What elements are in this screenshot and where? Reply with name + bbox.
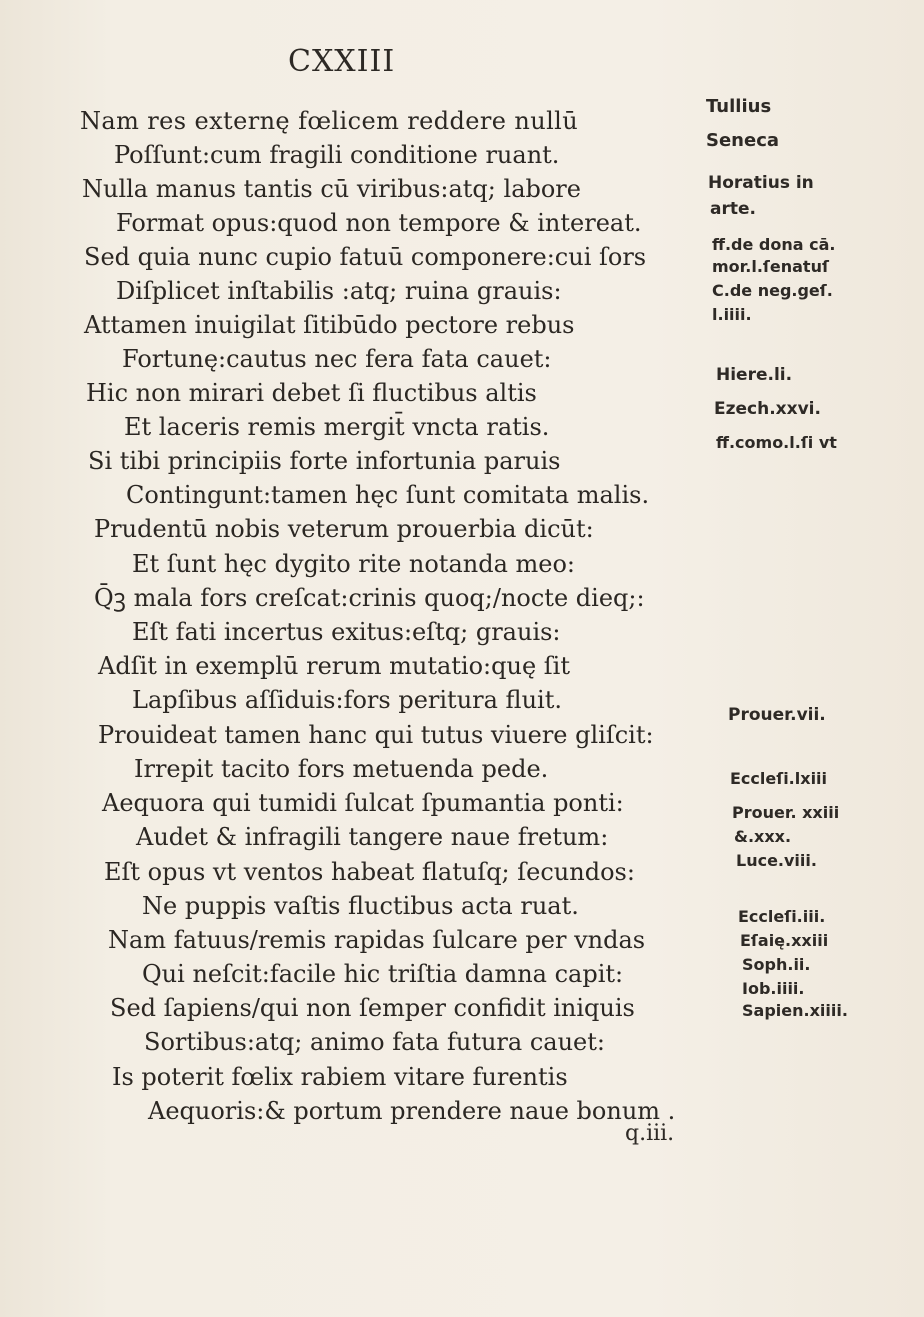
margin-note: mor.l.ſenatuſ [712, 257, 829, 276]
verse-line: Poſſunt:cum fragili conditione ruant. [114, 141, 560, 169]
verse-line: Q̄ꝫ mala fors creſcat:crinis quoq;/nocte dieq;: [94, 584, 645, 612]
margin-note: Eccleſi.lxiii [730, 769, 828, 788]
margin-note: Eſaię.xxiii [740, 931, 829, 950]
verse-line: Fortunę:cautus nec fera fata cauet: [122, 345, 552, 373]
verse-line: Prouideat tamen hanc qui tutus viuere gliſcit: [98, 721, 654, 749]
verse-line: Qui neſcit:facile hic triſtia damna capit: [142, 960, 624, 988]
folio-number: CXXIII [288, 44, 396, 79]
margin-note: &.xxx. [734, 827, 792, 846]
margin-note: Eccleſi.iii. [738, 907, 826, 926]
margin-note: l.iiii. [712, 305, 752, 324]
verse-line: Et laceris remis mergit̄ vncta ratis. [124, 413, 550, 441]
verse-line: Et ſunt hęc dygito rite notanda meo: [132, 550, 576, 578]
verse-line: Irrepit tacito fors metuenda pede. [134, 755, 549, 783]
verse-line: Contingunt:tamen hęc ſunt comitata malis. [126, 481, 650, 509]
verse-line: Sed ſapiens/qui non ſemper confidit iniquis [110, 994, 635, 1022]
margin-note: ff.como.l.ſi vt [716, 433, 837, 452]
margin-note: ff.de dona cā. [712, 235, 836, 254]
margin-note: Seneca [706, 130, 780, 151]
verse-line: Lapſibus aſſiduis:fors peritura fluit. [132, 686, 562, 714]
verse-line: Is poterit fœlix rabiem vitare furentis [112, 1063, 568, 1091]
margin-note: Tullius [706, 96, 772, 117]
verse-line: Nam fatuus/remis rapidas ſulcare per vndas [108, 926, 646, 954]
verse-line: Nam res externę fœlicem reddere nullū [80, 107, 579, 135]
margin-note: Soph.ii. [742, 955, 811, 974]
margin-note: Luce.viii. [736, 851, 817, 870]
verse-line: Audet & infragili tangere naue fretum: [136, 823, 609, 851]
margin-note: arte. [710, 199, 756, 219]
margin-note: Horatius in [708, 173, 814, 193]
verse-line: Sed quia nunc cupio fatuū componere:cui ſors [84, 243, 647, 271]
margin-note: C.de neg.geſ. [712, 281, 833, 300]
verse-line: Ne puppis vaſtis fluctibus acta ruat. [142, 892, 579, 920]
signature-mark: q.iii. [625, 1121, 675, 1146]
verse-line: Aequora qui tumidi ſulcat ſpumantia ponti: [102, 789, 624, 817]
verse-line: Diſplicet inſtabilis :atq; ruina grauis: [116, 277, 562, 305]
verse-line: Attamen inuigilat ſitibūdo pectore rebus [84, 311, 575, 339]
verse-line: Nulla manus tantis cū viribus:atq; labore [82, 175, 581, 203]
verse-line: Si tibi principiis forte infortunia paruis [88, 447, 561, 475]
verse-line: Sortibus:atq; animo fata futura cauet: [144, 1028, 605, 1056]
margin-note: Hiere.li. [716, 365, 793, 385]
margin-note: Sapien.xiiii. [742, 1001, 848, 1020]
verse-line: Aequoris:& portum prendere naue bonum . [148, 1097, 676, 1125]
verse-line: Eſt fati incertus exitus:eſtq; grauis: [132, 618, 561, 646]
margin-note: Iob.iiii. [742, 979, 805, 998]
verse-line: Hic non mirari debet ſi fluctibus altis [86, 379, 537, 407]
verse-line: Format opus:quod non tempore & intereat. [116, 209, 642, 237]
margin-note: Prouer. xxiii [732, 803, 840, 822]
verse-line: Adſit in exemplū rerum mutatio:quę ſit [98, 652, 570, 680]
verse-line: Eſt opus vt ventos habeat flatuſq; ſecundos: [104, 858, 635, 886]
verse-line: Prudentū nobis veterum prouerbia dicūt: [94, 515, 594, 543]
margin-note: Prouer.vii. [728, 705, 826, 725]
margin-note: Ezech.xxvi. [714, 399, 821, 419]
